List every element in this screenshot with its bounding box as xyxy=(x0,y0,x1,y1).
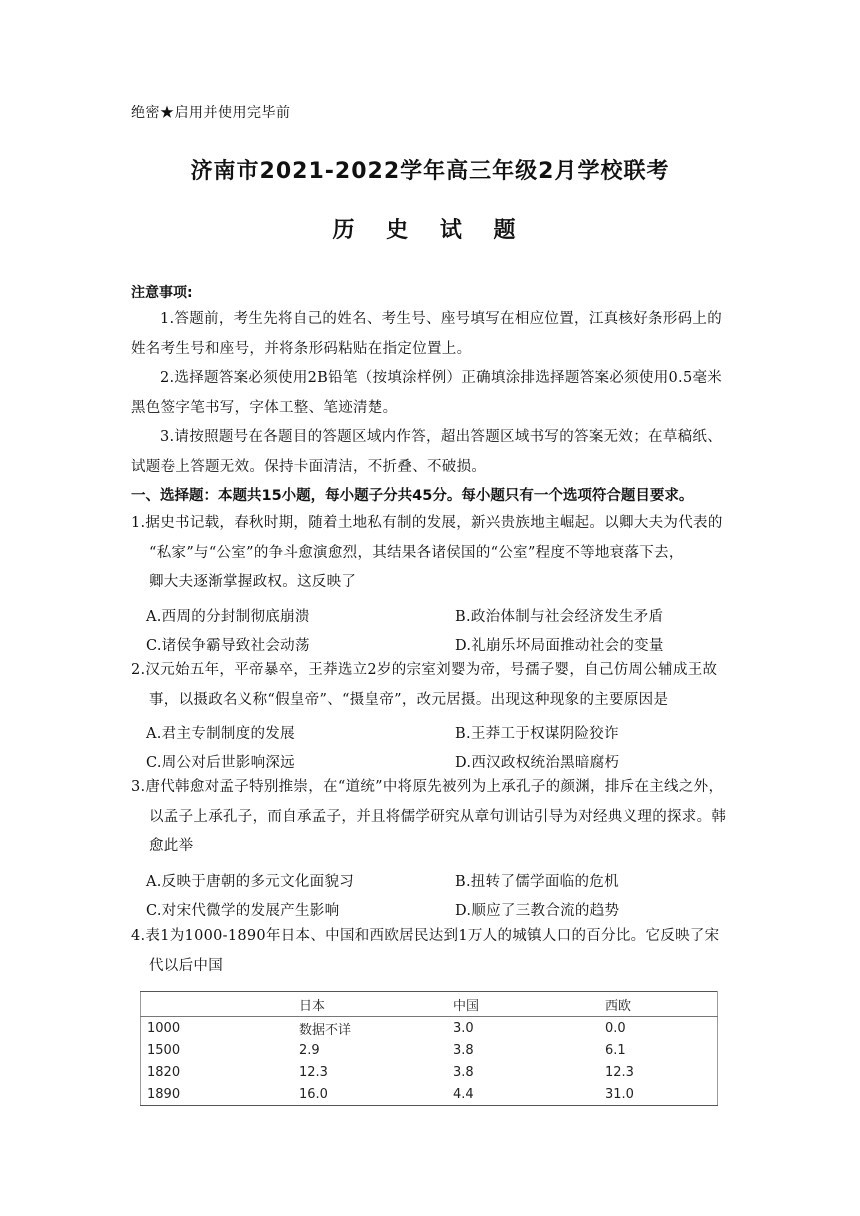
option-a: A.西周的分封制彻底崩溃 xyxy=(146,609,310,625)
table-cell: 12.3 xyxy=(299,1064,328,1080)
table-row xyxy=(141,1061,718,1083)
table-cell: 3.8 xyxy=(453,1064,474,1080)
table-cell: 12.3 xyxy=(599,1061,718,1083)
confidential-label: 绝密★启用并使用完毕前 xyxy=(131,105,291,121)
urban-population-table xyxy=(140,991,718,1106)
note-item: 3.请按照题号在各题目的答题区域内作答，超出答题区域书写的答案无效；在草稿纸、试题卷上答题无效。保持卡面清洁，不折叠、不破损。 xyxy=(131,429,723,475)
option-a: A.反映于唐朝的多元文化面貌习 xyxy=(146,874,355,890)
table-row xyxy=(141,1017,718,1040)
option-b: B.王莽工于权谋阴险狡诈 xyxy=(455,726,619,742)
option-c: C.对宋代微学的发展产生影响 xyxy=(146,903,340,919)
option-a: A.君主专制制度的发展 xyxy=(146,726,295,742)
table-cell: 31.0 xyxy=(599,1083,718,1106)
section-title: 一、选择题：本题共15小题，每小题子分共45分。每小题只有一个选项符合题目要求。 xyxy=(131,488,694,504)
table-cell: 2.9 xyxy=(299,1042,320,1058)
table-cell: 1000 xyxy=(141,1017,294,1040)
question-line: 4.表1为1000-1890年日本、中国和西欧居民达到1万人的城镇人口的百分比。它反映了宋 xyxy=(131,928,720,944)
table-cell: 数据不详 xyxy=(299,1022,352,1038)
notes-heading: 注意事项: xyxy=(131,285,193,301)
question-line: 3.唐代韩愈对孟子特别推崇，在“道统”中将原先被列为上承孔子的颜渊，排斥在主线之外， xyxy=(131,779,724,795)
question-line: 愈此举 xyxy=(149,838,194,854)
table-cell: 1500 xyxy=(141,1039,294,1061)
table-cell: 4.4 xyxy=(447,1083,599,1106)
option-d: D.西汉政权统治黑暗腐朽 xyxy=(455,755,620,771)
table-header-cell: 中国 xyxy=(447,992,599,1017)
table-cell: 3.0 xyxy=(453,1020,474,1036)
question-line: 2.汉元始五年，平帝暴卒，王莽选立2岁的宗室刘婴为帝，号孺子婴，自己仿周公辅成王故 xyxy=(131,662,718,678)
question-4 xyxy=(131,922,731,981)
table-header-cell: 西欧 xyxy=(599,992,718,1017)
subject-title: 历 史 试 题 xyxy=(332,218,528,243)
table-cell: 0.0 xyxy=(599,1017,718,1040)
table-cell: 3.8 xyxy=(453,1042,474,1058)
question-2 xyxy=(131,656,731,715)
question-3 xyxy=(131,773,731,862)
note-item: 2.选择题答案必须使用2B铅笔（按填涂样例）正确填涂排选择题答案必须使用0.5毫米黑色签字笔书写，字体工整、笔迹清楚。 xyxy=(131,370,723,416)
exam-title: 济南市2021-2022学年高三年级2月学校联考 xyxy=(190,159,670,184)
table-cell: 1820 xyxy=(141,1061,294,1083)
table-cell: 1890 xyxy=(141,1083,294,1106)
question-line: 1.据史书记载，春秋时期，随着土地私有制的发展，新兴贵族地主崛起。以卿大夫为代表的 xyxy=(131,515,723,531)
question-line: 代以后中国 xyxy=(149,957,223,974)
question-line: 事，以摄政名义称“假皇帝”、“摄皇帝”，改元居摄。出现这种现象的主要原因是 xyxy=(149,691,669,708)
question-line: 卿大夫逐渐掌握政权。这反映了 xyxy=(149,574,357,590)
option-c: C.周公对后世影响深远 xyxy=(146,755,295,771)
table-cell: 16.0 xyxy=(293,1083,447,1106)
option-b: B.政治体制与社会经济发生矛盾 xyxy=(455,609,664,625)
table-row xyxy=(141,1083,718,1106)
option-d: D.礼崩乐坏局面推动社会的变量 xyxy=(455,638,664,654)
option-b: B.扭转了儒学面临的危机 xyxy=(455,874,619,890)
table-header-cell xyxy=(141,992,294,1017)
table-cell: 6.1 xyxy=(599,1039,718,1061)
table-row xyxy=(141,1039,718,1061)
note-item: 1.答题前，考生先将自己的姓名、考生号、座号填写在相应位置，江真核好条形码上的姓名考生号和座号，并将条形码粘贴在指定位置上。 xyxy=(131,311,723,357)
question-1 xyxy=(131,509,731,598)
option-d: D.顺应了三教合流的趋势 xyxy=(455,903,620,919)
option-c: C.诸侯争霸导致社会动荡 xyxy=(146,638,310,654)
question-line: “私家”与“公室”的争斗愈演愈烈，其结果各诸侯国的“公室”程度不等地衰落下去， xyxy=(149,544,684,561)
table-header-row xyxy=(141,992,718,1017)
table-header-cell: 日本 xyxy=(293,992,447,1017)
question-line: 以孟子上承孔子，而自承孟子，并且将儒学研究从章句训诂引导为对经典义理的探求。韩 xyxy=(149,808,727,825)
